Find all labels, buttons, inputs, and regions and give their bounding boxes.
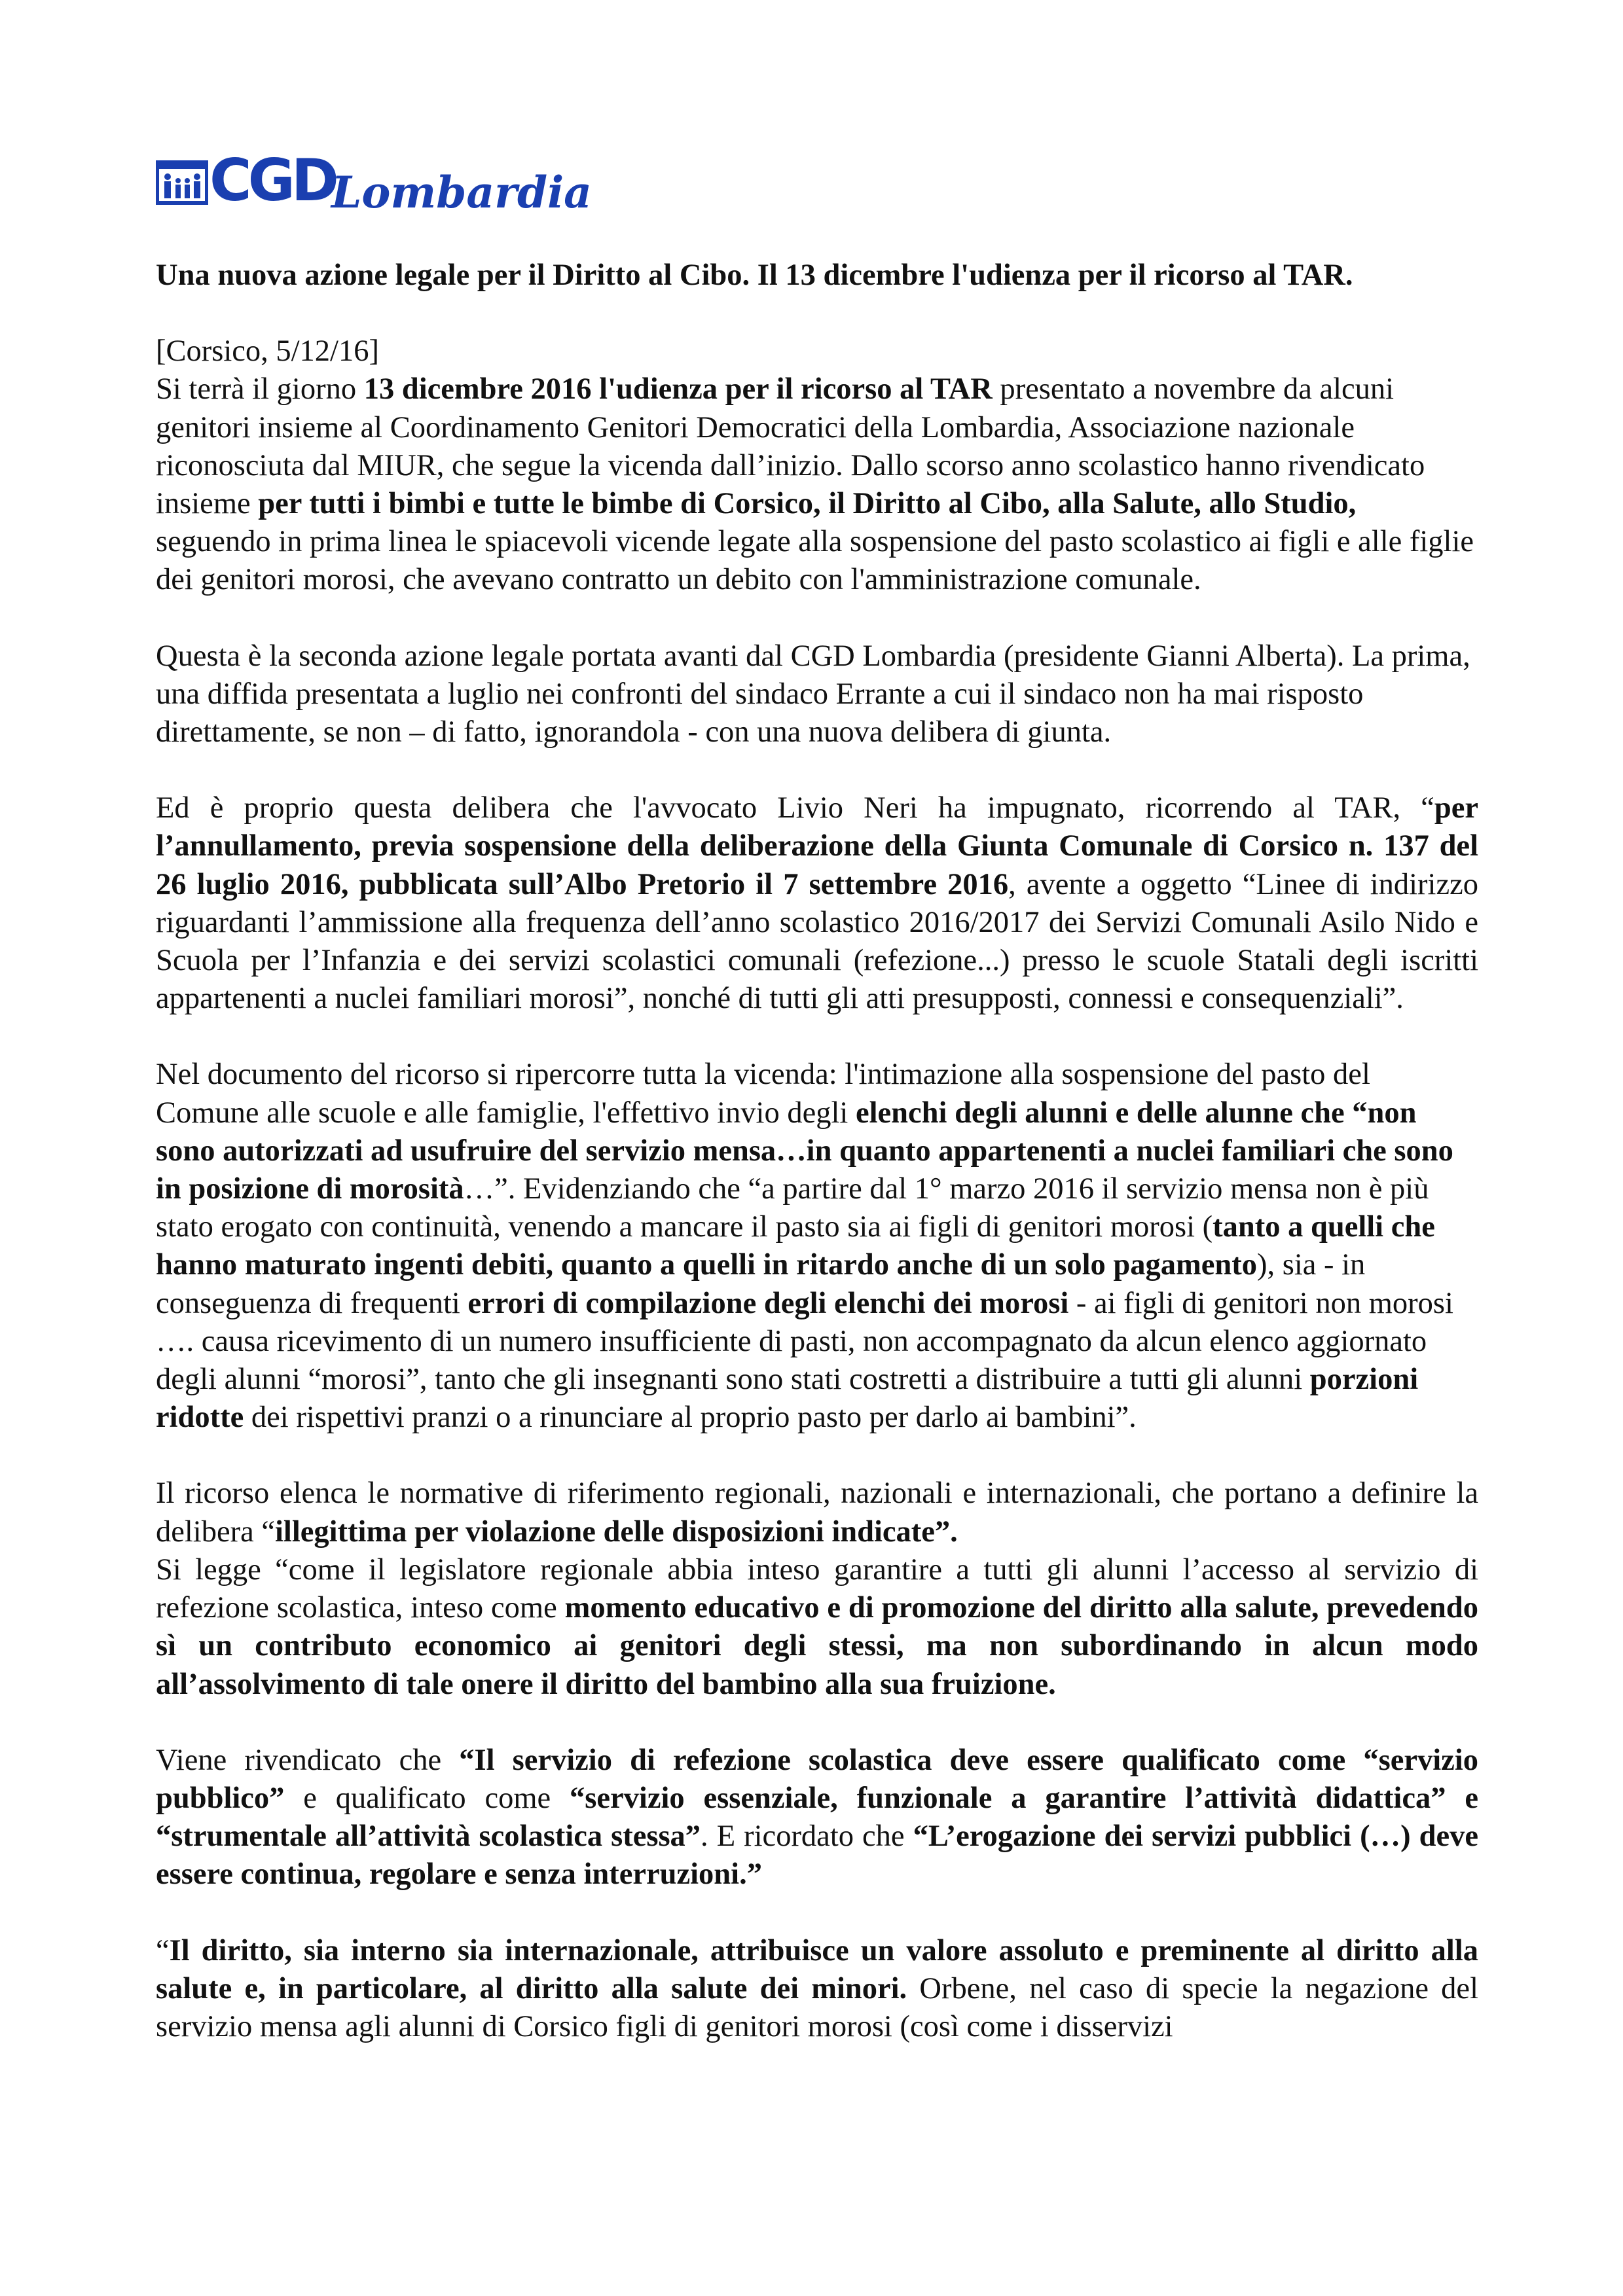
bold-run: tanto a quelli che hanno maturato ingenti debiti, quanto a quelli in ritardo anche di un solo pagamento [156, 1210, 1435, 1282]
text-run: presentato a novembre da alcuni genitori insieme al Coordinamento Genitori Democratici della Lombardia, Associazione nazionale riconosciuta dal MIUR, che segue la vicenda dall’inizio. Dallo scorso anno scolastico hanno rivendicato insieme [156, 372, 1425, 521]
text-run: Viene rivendicato che [156, 1743, 460, 1777]
text-run: Si terrà il giorno [156, 372, 364, 406]
text-run: , avente a oggetto “Linee di indirizzo riguardanti l’ammissione alla frequenza dell’anno scolastico 2016/2017 dei Servizi Comunali Asilo Nido e Scuola per l’Infanzia e dei servizi scolastici comunali (refezione...) presso le scuole Statali degli iscritti appartenenti a nuclei familiari morosi”, nonché di tutti gli atti presupposti, connessi e consequenziali”. [156, 867, 1478, 1016]
text-run: Ed è proprio questa delibera che l'avvocato Livio Neri ha impugnato, ricorrendo al TAR, “ [156, 791, 1434, 825]
paragraph-servizio-pubblico [156, 1742, 1478, 1894]
text-run: Il ricorso elenca le normative di riferimento regionali, nazionali e internazionali, che portano a definire la delibera “ [156, 1477, 1478, 1549]
cgd-lombardia-logo [156, 147, 614, 218]
text-run: Questa è la seconda azione legale portata avanti dal CGD Lombardia (presidente Gianni Alberta). La prima, una diffida presentata a luglio nei confronti del sindaco Errante a cui il sindaco non ha mai risposto direttamente, se non – di fatto, ignorandola - con una nuova delibera di giunta. [156, 639, 1470, 749]
dateline: [Corsico, 5/12/16] [156, 334, 379, 368]
bold-run: elenchi degli alunni e delle alunne che “non sono autorizzati ad usufruire del servizio mensa…in quanto appartenenti a nuclei familiari che sono in posizione di morosità [156, 1096, 1453, 1206]
article-body [156, 257, 1478, 2046]
bold-run: illegittima per violazione delle disposizioni indicate”. [275, 1515, 958, 1549]
text-run: seguendo in prima linea le spiacevoli vicende legate alla sospensione del pasto scolastico ai figli e alle figlie dei genitori morosi, che avevano contratto un debito con l'amministrazione comunale. [156, 525, 1474, 597]
logo-cgd-text: CGD [210, 147, 335, 214]
text-run: dei rispettivi pranzi o a rinunciare al proprio pasto per darlo ai bambini”. [244, 1401, 1137, 1435]
bold-run: porzioni ridotte [156, 1363, 1419, 1435]
text-run: e qualificato come [284, 1781, 570, 1815]
text-run: Si legge “come il legislatore regionale abbia inteso garantire a tutti gli alunni l’accesso al servizio di refezione scolastica, inteso come [156, 1552, 1478, 1625]
bold-run: errori di compilazione degli elenchi dei morosi [467, 1286, 1069, 1320]
article-headline: Una nuova azione legale per il Diritto al Cibo. Il 13 dicembre l'udienza per il ricorso al TAR. [156, 259, 1353, 292]
bold-run: per tutti i bimbi e tutte le bimbe di Corsico, il Diritto al Cibo, alla Salute, allo Studio, [258, 487, 1357, 521]
text-run: ), sia - in conseguenza di frequenti [156, 1248, 1366, 1320]
bold-run: “L’erogazione dei servizi pubblici (…) deve essere continua, regolare e senza interruzioni.” [156, 1820, 1478, 1892]
text-run: Orbene, nel caso di specie la negazione del servizio mensa agli alunni di Corsico figli di genitori morosi (così come i disservizi [156, 1971, 1478, 2043]
logo-region-text: Lombardia [331, 167, 592, 218]
paragraph-delibera [156, 789, 1478, 1018]
text-run: “ [156, 1933, 170, 1967]
bold-run: “Il servizio di refezione scolastica deve essere qualificato come “servizio pubblico” [156, 1743, 1478, 1815]
text-run: - ai figli di genitori non morosi …. causa ricevimento di un numero insufficiente di pasti, non accompagnato da alcun elenco aggiornato degli alunni “morosi”, tanto che gli insegnanti sono stati costretti a distribuire a tutti gli alunni [156, 1286, 1453, 1397]
paragraph-diritto-salute [156, 1932, 1478, 2047]
paragraph-second-action [156, 637, 1478, 752]
bold-run: 13 dicembre 2016 l'udienza per il ricorso al TAR [363, 372, 993, 406]
text-run: . E ricordato che [701, 1820, 913, 1854]
text-run: …”. Evidenziando che “a partire dal 1° marzo 2016 il servizio mensa non è più stato erogato con continuità, venendo a mancare il pasto sia ai figli di genitori morosi ( [156, 1172, 1429, 1244]
paragraph-ricorso [156, 1056, 1478, 1437]
family-pictogram-icon [156, 156, 208, 208]
bold-run: momento educativo e di promozione del diritto alla salute, prevedendo sì un contributo economico ai genitori degli stessi, ma non subordinando in alcun modo all’assolvimento di tale onere il diritto del bambino alla sua fruizione. [156, 1591, 1478, 1701]
paragraph-intro [156, 332, 1478, 599]
bold-run: “servizio essenziale, funzionale a garantire l’attività didattica” e “strumentale all’attività scolastica stessa” [156, 1781, 1478, 1854]
paragraph-normative [156, 1475, 1478, 1703]
bold-run: per l’annullamento, previa sospensione della deliberazione della Giunta Comunale di Corsico n. 137 del 26 luglio 2016, pubblicata sull’Albo Pretorio il 7 settembre 2016 [156, 791, 1478, 901]
bold-run: Il diritto, sia interno sia internazionale, attribuisce un valore assoluto e preminente al diritto alla salute e, in particolare, al diritto alla salute dei minori. [156, 1933, 1478, 2005]
text-run: Nel documento del ricorso si ripercorre tutta la vicenda: l'intimazione alla sospensione del pasto del Comune alle scuole e alle famiglie, l'effettivo invio degli [156, 1058, 1370, 1130]
